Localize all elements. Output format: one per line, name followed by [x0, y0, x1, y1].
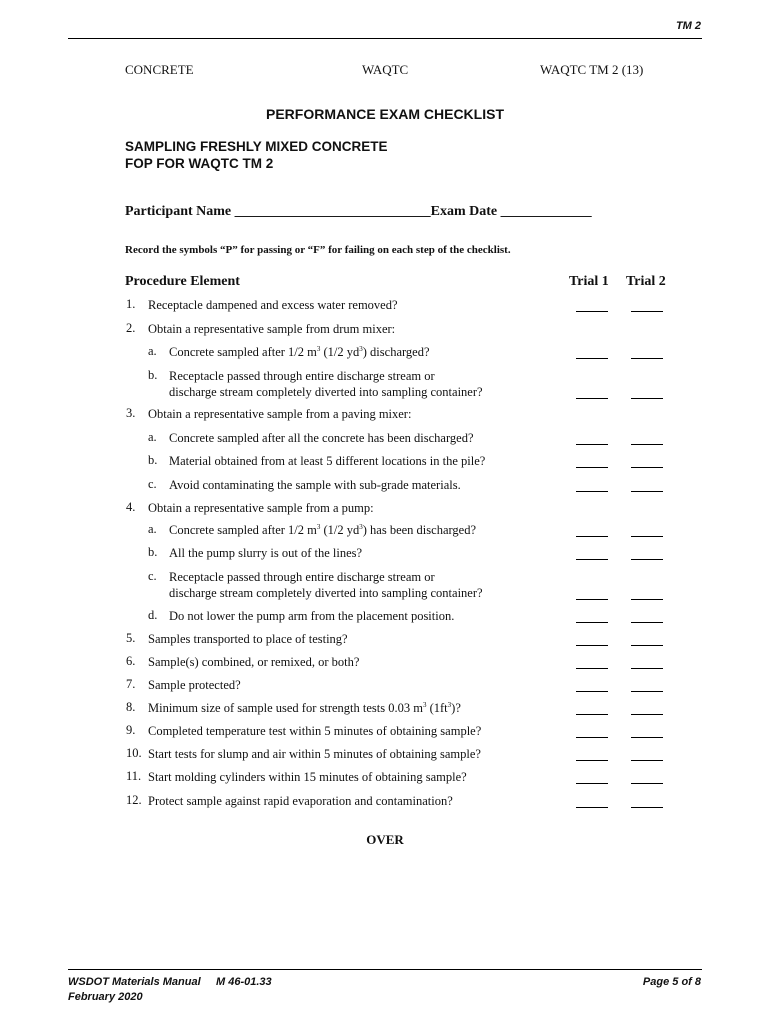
- trial1-blank[interactable]: [576, 807, 608, 808]
- item-text: [148, 793, 453, 809]
- header-right: WAQTC TM 2 (13): [540, 62, 644, 77]
- trial2-blank[interactable]: [631, 311, 663, 312]
- item-text: [169, 477, 461, 493]
- trial1-blank[interactable]: [576, 491, 608, 492]
- item-text-line: Avoid contaminating the sample with sub-grade materials.: [169, 478, 461, 492]
- header-left: CONCRETE: [125, 62, 194, 77]
- trial1-blank[interactable]: [576, 668, 608, 669]
- item-number: c.: [148, 477, 157, 491]
- trial2-blank[interactable]: [631, 559, 663, 560]
- item-text: [169, 522, 476, 538]
- trial2-blank[interactable]: [631, 807, 663, 808]
- trial1-blank[interactable]: [576, 536, 608, 537]
- subtitle-line1: SAMPLING FRESHLY MIXED CONCRETE: [125, 139, 388, 154]
- header-center: WAQTC: [362, 62, 409, 77]
- item-number: a.: [148, 430, 157, 444]
- header-rule: [68, 38, 702, 39]
- footer-rule: [68, 969, 702, 970]
- item-text-part: 3: [422, 700, 427, 709]
- item-number: 10.: [126, 746, 142, 760]
- trial1-blank[interactable]: [576, 691, 608, 692]
- item-number: 9.: [126, 723, 136, 737]
- trial1-blank[interactable]: [576, 622, 608, 623]
- item-text: [169, 368, 483, 400]
- item-text-line: Completed temperature test within 5 minutes of obtaining sample?: [148, 724, 482, 738]
- item-number: b.: [148, 453, 158, 467]
- trial2-blank[interactable]: [631, 645, 663, 646]
- trial2-blank[interactable]: [631, 444, 663, 445]
- item-text: [148, 631, 348, 647]
- item-text-line: Do not lower the pump arm from the placement position.: [169, 609, 455, 623]
- item-number: a.: [148, 344, 157, 358]
- item-text-part: (1/2 yd: [320, 345, 360, 359]
- trial1-blank[interactable]: [576, 311, 608, 312]
- trial1-blank[interactable]: [576, 559, 608, 560]
- item-number: 6.: [126, 654, 136, 668]
- item-number: 1.: [126, 297, 136, 311]
- trial2-blank[interactable]: [631, 714, 663, 715]
- item-text: [169, 453, 485, 469]
- item-number: 5.: [126, 631, 136, 645]
- item-text: [148, 500, 374, 516]
- subtitle-line2: FOP FOR WAQTC TM 2: [125, 156, 274, 171]
- trial2-blank[interactable]: [631, 783, 663, 784]
- item-number: 8.: [126, 700, 136, 714]
- trial1-blank[interactable]: [576, 645, 608, 646]
- page-tag: TM 2: [675, 20, 701, 32]
- footer-page: Page 5 of 8: [642, 976, 701, 988]
- footer-manual: WSDOT Materials Manual: [68, 976, 201, 988]
- instruction-text: Record the symbols “P” for passing or “F” for failing on each step of the checklist.: [125, 244, 511, 256]
- item-text: [148, 700, 461, 716]
- item-text-part: )?: [451, 701, 461, 715]
- trial1-blank[interactable]: [576, 783, 608, 784]
- item-number: 12.: [126, 793, 142, 807]
- item-text: [169, 430, 474, 446]
- footer-date: February 2020: [68, 991, 143, 1003]
- item-text-part: ) discharged?: [362, 345, 430, 359]
- item-number: d.: [148, 608, 158, 622]
- item-text: [148, 321, 395, 337]
- trial2-blank[interactable]: [631, 760, 663, 761]
- item-text-part: Concrete sampled after 1/2 m: [169, 345, 317, 359]
- item-text-line: Obtain a representative sample from a pump:: [148, 501, 374, 515]
- item-text-line: Receptacle passed through entire discharge stream or: [169, 570, 435, 584]
- trial2-blank[interactable]: [631, 599, 663, 600]
- item-text-part: 3: [359, 344, 363, 353]
- participant-line: Participant Name ____________________________Exam Date _____________: [125, 204, 592, 219]
- trial2-blank[interactable]: [631, 737, 663, 738]
- item-text: [148, 654, 359, 670]
- trial2-blank[interactable]: [631, 691, 663, 692]
- item-text: [148, 297, 398, 313]
- item-text-line: Obtain a representative sample from drum mixer:: [148, 322, 396, 336]
- item-text: [148, 746, 481, 762]
- item-text-line: Samples transported to place of testing?: [148, 632, 348, 646]
- over-note: OVER: [366, 832, 404, 847]
- item-text-part: 3: [316, 344, 321, 353]
- trial2-blank[interactable]: [631, 491, 663, 492]
- item-number: 3.: [126, 406, 136, 420]
- item-text-part: (1/2 yd: [320, 523, 360, 537]
- trial2-blank[interactable]: [631, 536, 663, 537]
- item-number: c.: [148, 569, 157, 583]
- trial2-blank[interactable]: [631, 622, 663, 623]
- item-text: [148, 406, 411, 422]
- item-text-part: Minimum size of sample used for strength tests 0.03 m: [148, 701, 423, 715]
- trial1-blank[interactable]: [576, 358, 608, 359]
- item-text-line: discharge stream completely diverted into sampling container?: [169, 586, 483, 600]
- item-text-part: 3: [359, 522, 363, 531]
- item-text-part: 3: [447, 700, 452, 709]
- item-text-line: Start molding cylinders within 15 minutes of obtaining sample?: [148, 770, 467, 784]
- item-number: b.: [148, 368, 158, 382]
- trial2-blank[interactable]: [631, 668, 663, 669]
- item-text-part: 3: [316, 522, 321, 531]
- trial2-blank[interactable]: [631, 467, 663, 468]
- item-number: a.: [148, 522, 157, 536]
- trial1-blank[interactable]: [576, 444, 608, 445]
- trial1-blank[interactable]: [576, 467, 608, 468]
- item-text-line: Receptacle passed through entire discharge stream or: [169, 369, 435, 383]
- page-title: PERFORMANCE EXAM CHECKLIST: [265, 106, 504, 122]
- item-text-line: discharge stream completely diverted into sampling container?: [169, 385, 483, 399]
- trial2-blank[interactable]: [631, 358, 663, 359]
- trial2-header: Trial 2: [626, 274, 666, 289]
- trial1-blank[interactable]: [576, 599, 608, 600]
- item-number: 2.: [126, 321, 136, 335]
- trial2-blank[interactable]: [631, 398, 663, 399]
- item-text-line: Sample protected?: [148, 678, 241, 692]
- item-text-line: Start tests for slump and air within 5 minutes of obtaining sample?: [148, 747, 481, 761]
- item-text: [148, 723, 481, 739]
- item-text: [169, 569, 483, 601]
- trial1-blank[interactable]: [576, 760, 608, 761]
- item-text-line: Protect sample against rapid evaporation and contamination?: [148, 794, 453, 808]
- item-number: 4.: [126, 500, 136, 514]
- item-text-line: Receptacle dampened and excess water removed?: [148, 298, 398, 312]
- item-number: b.: [148, 545, 158, 559]
- item-text: [148, 677, 241, 693]
- item-text-line: All the pump slurry is out of the lines?: [169, 546, 363, 560]
- item-text-part: Concrete sampled after 1/2 m: [169, 523, 317, 537]
- item-text: [148, 769, 467, 785]
- item-text-line: Concrete sampled after all the concrete has been discharged?: [169, 431, 474, 445]
- item-text-line: Sample(s) combined, or remixed, or both?: [148, 655, 360, 669]
- item-number: 11.: [126, 769, 142, 783]
- item-text-line: Material obtained from at least 5 different locations in the pile?: [169, 454, 486, 468]
- item-number: 7.: [126, 677, 136, 691]
- footer-number: M 46-01.33: [216, 976, 272, 988]
- trial1-blank[interactable]: [576, 737, 608, 738]
- item-text: [169, 545, 362, 561]
- trial1-blank[interactable]: [576, 714, 608, 715]
- procedure-header: Procedure Element: [125, 274, 240, 289]
- trial1-header: Trial 1: [569, 274, 609, 289]
- item-text: [169, 344, 430, 360]
- item-text-line: Obtain a representative sample from a paving mixer:: [148, 407, 412, 421]
- item-text-part: ) has been discharged?: [362, 523, 477, 537]
- trial1-blank[interactable]: [576, 398, 608, 399]
- item-text-part: (1ft: [426, 701, 448, 715]
- item-text: [169, 608, 454, 624]
